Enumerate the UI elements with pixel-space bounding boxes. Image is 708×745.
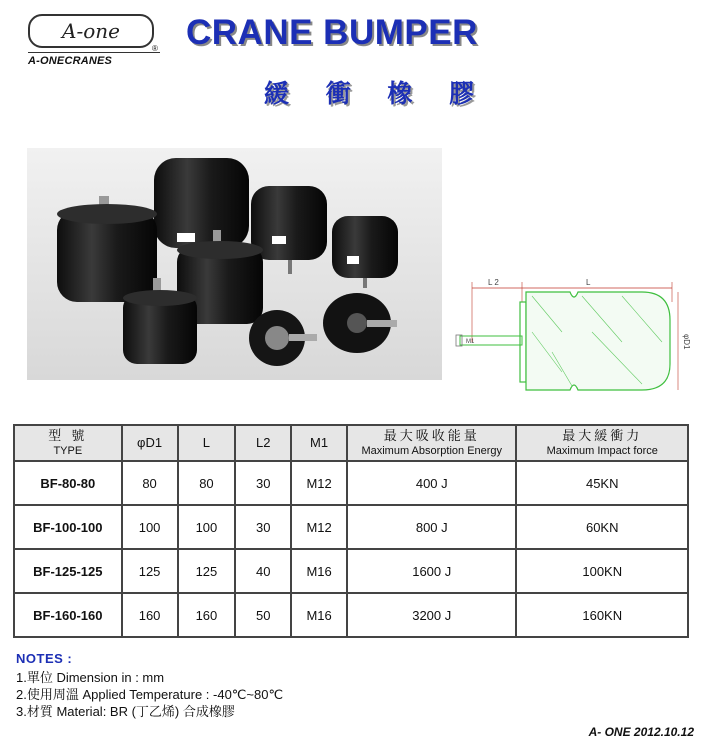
cell-absorption: 3200 J — [347, 593, 516, 637]
page-title: CRANE BUMPER — [186, 13, 478, 52]
cell-l2: 40 — [235, 549, 291, 593]
table-header-row — [14, 425, 688, 461]
table-row — [14, 461, 688, 505]
cell-d1: 125 — [122, 549, 178, 593]
cell-type: BF-160-160 — [14, 593, 122, 637]
cell-impact: 160KN — [516, 593, 688, 637]
cell-type: BF-125-125 — [14, 549, 122, 593]
cell-absorption: 1600 J — [347, 549, 516, 593]
bumper-large-back — [154, 158, 249, 248]
header-m1: M1 — [291, 425, 347, 461]
registered-mark: ® — [152, 44, 158, 53]
technical-drawing — [452, 272, 691, 402]
cell-l2: 30 — [235, 461, 291, 505]
cell-l2: 30 — [235, 505, 291, 549]
table-row — [14, 593, 688, 637]
page-subtitle: 緩 衝 橡 膠 — [264, 79, 489, 108]
cell-type: BF-80-80 — [14, 461, 122, 505]
header-impact: 最大緩衝力 Maximum Impact force — [516, 425, 688, 461]
spec-table — [13, 424, 689, 638]
header-l2: L2 — [235, 425, 291, 461]
footer-date: A- ONE 2012.10.12 — [588, 725, 694, 739]
cell-l: 160 — [178, 593, 236, 637]
cell-impact: 100KN — [516, 549, 688, 593]
notes-title: NOTES : — [16, 651, 73, 666]
header-l: L — [178, 425, 236, 461]
logo-wordmark — [28, 14, 154, 48]
cell-d1: 80 — [122, 461, 178, 505]
cell-l: 125 — [178, 549, 236, 593]
table-row — [14, 505, 688, 549]
bumper-large-left — [57, 196, 157, 302]
drawing-label-d1: φD1 — [682, 334, 691, 350]
company-logo — [28, 14, 160, 67]
cell-l2: 50 — [235, 593, 291, 637]
cell-d1: 160 — [122, 593, 178, 637]
cell-m1: M16 — [291, 549, 347, 593]
cell-absorption: 800 J — [347, 505, 516, 549]
drawing-label-l2: L 2 — [488, 278, 499, 287]
note-item: 1.單位 Dimension in : mm — [16, 670, 165, 685]
header-absorption: 最大吸收能量 Maximum Absorption Energy — [347, 425, 516, 461]
drawing-label-l: L — [586, 278, 591, 287]
logo-subtitle: A-ONECRANES — [28, 52, 160, 67]
cell-m1: M12 — [291, 461, 347, 505]
cell-impact: 45KN — [516, 461, 688, 505]
header-d1: φD1 — [122, 425, 178, 461]
note-item: 3.材質 Material: BR (丁乙烯) 合成橡膠 — [16, 704, 235, 719]
cell-type: BF-100-100 — [14, 505, 122, 549]
header-type: 型 號 TYPE — [14, 425, 122, 461]
note-item: 2.使用周溫 Applied Temperature : -40℃~80℃ — [16, 687, 284, 702]
cell-l: 80 — [178, 461, 236, 505]
table-row — [14, 549, 688, 593]
cell-impact: 60KN — [516, 505, 688, 549]
cell-m1: M12 — [291, 505, 347, 549]
drawing-label-m1: M1 — [466, 339, 475, 345]
cell-l: 100 — [178, 505, 236, 549]
product-photo — [27, 148, 442, 380]
cell-absorption: 400 J — [347, 461, 516, 505]
logo-text: A-one — [62, 19, 120, 43]
notes-section — [16, 650, 283, 720]
cell-m1: M16 — [291, 593, 347, 637]
cell-d1: 100 — [122, 505, 178, 549]
